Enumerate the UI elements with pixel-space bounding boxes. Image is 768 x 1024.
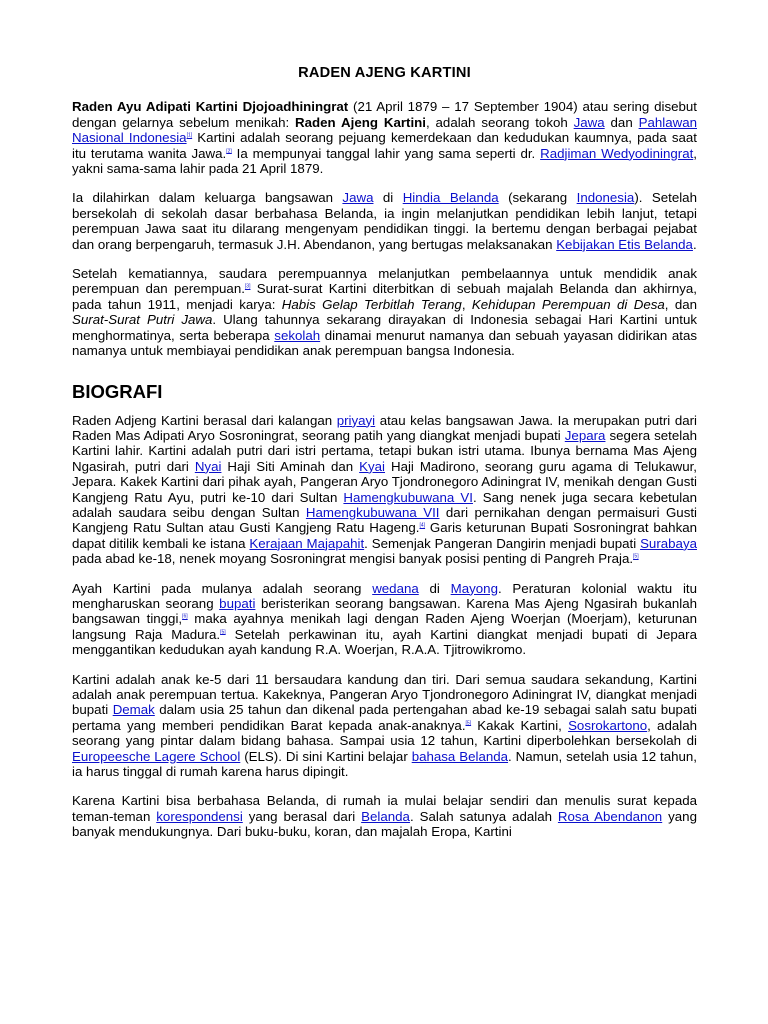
text: pada abad ke-18, nenek moyang Sosroningrat mengisi banyak posisi penting di Pangreh Praja.	[72, 551, 634, 567]
link-bupati[interactable]: bupati	[219, 595, 256, 611]
biografi-paragraph-1	[72, 413, 697, 567]
text: di	[418, 580, 451, 596]
text: dan	[604, 114, 639, 130]
reference-5[interactable]: [5]	[220, 629, 226, 636]
text: . Sang nenek juga secara kebetulan adalah saudara seibu dengan Sultan	[72, 489, 698, 520]
text: Surat-surat Kartini diterbitkan di sebuah majalah Belanda dan akhirnya, pada tahun 1911, menjadi karya:	[72, 281, 697, 312]
text: ,	[461, 296, 472, 312]
document-body	[72, 66, 697, 854]
link-hamengkubuwana-vi[interactable]: Hamengkubuwana VI	[343, 489, 473, 505]
reference-2[interactable]: [2]	[226, 148, 232, 155]
reference-4[interactable]: [4]	[419, 522, 426, 529]
text: , adalah seorang tokoh	[425, 114, 574, 130]
text: . Semenjak Pangeran Dangirin menjadi bupati	[364, 535, 641, 551]
link-kebijakan-etis[interactable]: Kebijakan Etis Belanda	[556, 236, 693, 252]
link-pahlawan-nasional[interactable]: Pahlawan Nasional Indonesia	[72, 114, 697, 146]
text: dari pernikahan dengan permaisuri Gusti Kangjeng Ratu Sultan atau Gusti Kangjeng Ratu Hageng.	[72, 504, 697, 536]
biografi-paragraph-4	[72, 793, 697, 839]
link-hamengkubuwana-vii[interactable]: Hamengkubuwana VII	[305, 504, 440, 520]
text: Kartini adalah anak ke-5 dari 11 bersaudara kandung dan tiri. Dari semua saudara sekandung, Kartini adalah anak perempuan tertua. Kakeknya, Pangeran Aryo Tjondronegoro Adiningrat IV, diangkat menjadi bupati	[72, 671, 697, 718]
book-title: Kehidupan Perempuan di Desa	[471, 296, 665, 312]
link-surabaya[interactable]: Surabaya	[640, 535, 697, 551]
text: Ia mempunyai tanggal lahir yang sama seperti dr.	[231, 145, 541, 161]
book-title: Surat-Surat Putri Jawa	[72, 312, 213, 328]
short-name: Raden Ajeng Kartini	[295, 114, 426, 130]
intro-paragraph-1	[72, 99, 697, 176]
link-sekolah[interactable]: sekolah	[274, 327, 321, 343]
text: dalam usia 25 tahun dan dikenal pada pertengahan abad ke-19 sebagai salah satu bupati pertama yang memberi pendidikan Barat kepada anak-anaknya.	[72, 702, 697, 733]
text: Ia dilahirkan dalam keluarga bangsawan	[72, 190, 343, 206]
link-jepara[interactable]: Jepara	[564, 427, 606, 443]
text: (ELS). Di sini Kartini belajar	[240, 748, 412, 764]
link-wedana[interactable]: wedana	[372, 580, 419, 596]
text: (sekarang	[498, 190, 577, 206]
text: (21 April 1879 – 17 September 1904) atau sering disebut dengan gelarnya sebelum menikah:	[72, 99, 697, 130]
link-kyai[interactable]: Kyai	[359, 458, 386, 474]
text: , adalah seorang yang pintar dalam bidang bahasa. Sampai usia 12 tahun, Kartini diperbolehkan bersekolah di	[72, 717, 697, 749]
text: yang banyak mendukungnya. Dari buku-buku, koran, dan majalah Eropa, Kartini	[72, 808, 697, 840]
link-belanda[interactable]: Belanda	[361, 808, 410, 824]
biografi-paragraph-2	[72, 581, 697, 658]
link-hindia-belanda[interactable]: Hindia Belanda	[402, 190, 499, 206]
text: . Salah satunya adalah	[409, 808, 558, 824]
text: Ayah Kartini pada mulanya adalah seorang	[72, 580, 373, 596]
intro-paragraph-3	[72, 266, 697, 358]
text: Raden Adjeng Kartini berasal dari kalangan	[72, 412, 337, 428]
text: , yakni sama-sama lahir pada 21 April 1879.	[72, 145, 697, 177]
text: dinamai menurut namanya dan sebuah yayasan didirikan atas namanya untuk membiayai pendidikan anak perempuan bangsa Indonesia.	[72, 327, 697, 359]
link-priyayi[interactable]: priyayi	[336, 412, 376, 428]
text: Setelah perkawinan itu, ayah Kartini diangkat menjadi bupati di Jepara menggantikan kedudukan ayah kandung R.A. Woerjan, R.A.A. Tjitrowikromo.	[72, 626, 697, 658]
link-mayong[interactable]: Mayong	[450, 580, 498, 596]
link-sosrokartono[interactable]: Sosrokartono	[568, 717, 648, 733]
text: Haji Siti Aminah dan	[221, 458, 360, 474]
text: . Peraturan kolonial waktu itu mengharuskan seorang	[72, 580, 697, 611]
book-title: Habis Gelap Terbitlah Terang	[281, 296, 462, 312]
text: segera setelah Kartini lahir. Kartini adalah putri dari istri pertama, tetapi bukan istri utama. Ibunya bernama Mas Ajeng Ngasirah, putri dari	[72, 427, 697, 474]
text: Karena Kartini bisa berbahasa Belanda, di rumah ia mulai belajar sendiri dan menulis surat kepada teman-teman	[72, 793, 697, 824]
link-nyai[interactable]: Nyai	[194, 458, 222, 474]
section-heading-biografi: BIOGRAFI	[72, 380, 163, 402]
biografi-paragraph-3	[72, 672, 697, 780]
text: Kakak Kartini,	[471, 717, 569, 733]
link-indonesia[interactable]: Indonesia	[576, 190, 635, 206]
text: . Namun, setelah usia 12 tahun, ia harus tinggal di rumah karena harus dipingit.	[72, 748, 697, 780]
text: maka ayahnya menikah lagi dengan Raden Ajeng Woerjan (Moerjam), keturunan langsung Raja Madura.	[72, 611, 697, 642]
link-korespondensi[interactable]: korespondensi	[156, 808, 243, 824]
text: atau kelas bangsawan Jawa. Ia merupakan putri dari Raden Mas Adipati Aryo Sosroningrat, seorang patih yang diangkat menjadi bupati	[72, 412, 697, 443]
reference-6[interactable]: [6]	[182, 613, 188, 620]
link-jawa[interactable]: Jawa	[342, 190, 374, 206]
link-europeesche-lagere-school[interactable]: Europeesche Lagere School	[72, 748, 241, 764]
text: Setelah kematiannya, saudara perempuannya melanjutkan pembelaannya untuk mendidik anak perempuan dan perempuan.	[72, 266, 697, 297]
link-demak[interactable]: Demak	[112, 702, 155, 718]
reference-1[interactable]: [1]	[186, 132, 193, 139]
text: . Ulang tahunnya sekarang dirayakan di Indonesia sebagai Hari Kartini untuk menghormatinya, serta beberapa	[72, 312, 698, 343]
link-kerajaan-majapahit[interactable]: Kerajaan Majapahit	[249, 535, 365, 551]
text: beristerikan seorang bangsawan. Karena Mas Ajeng Ngasirah bukanlah bangsawan tinggi,	[72, 595, 697, 627]
link-bahasa-belanda[interactable]: bahasa Belanda	[411, 748, 509, 764]
full-name: Raden Ayu Adipati Kartini Djojoadhiningrat	[72, 99, 349, 115]
intro-paragraph-2	[72, 190, 697, 252]
link-rosa-abendanon[interactable]: Rosa Abendanon	[557, 808, 663, 824]
text: yang berasal dari	[242, 808, 362, 824]
text: .	[692, 236, 697, 252]
link-jawa[interactable]: Jawa	[573, 114, 605, 130]
text: Haji Madirono, seorang guru agama di Telukawur, Jepara. Kakek Kartini dari pihak ayah, Pangeran Aryo Tjondronegoro Adiningrat IV, menikah dengan Gusti Kangjeng Ratu Ayu, putri ke-10 dari Sultan	[72, 458, 698, 505]
reference-5[interactable]: [5]	[465, 720, 472, 727]
reference-5[interactable]: [5]	[633, 553, 639, 560]
text: Garis keturunan Bupati Sosroningrat bahkan dapat ditilik kembali ke istana	[72, 520, 698, 551]
link-radjiman[interactable]: Radjiman Wedyodiningrat	[540, 145, 694, 161]
text: Kartini adalah seorang pejuang kemerdekaan dan kedudukan kaumnya, pada saat itu terutama wanita Jawa.	[72, 130, 697, 161]
reference-3[interactable]: [3]	[244, 284, 251, 291]
text: ). Setelah bersekolah di sekolah dasar berbahasa Belanda, ia ingin melanjutkan pendidikan lebih lanjut, tetapi perempuan Jawa saat itu dilarang mengenyam pendidikan tinggi. Ia bertemu dengan berbagai pejabat dan orang berpengaruh, termasuk J.H. Abendanon, yang bertugas melaksanakan	[72, 190, 697, 252]
page-title: RADEN AJENG KARTINI	[298, 65, 471, 81]
text: , dan	[664, 296, 698, 312]
text: di	[373, 190, 403, 206]
